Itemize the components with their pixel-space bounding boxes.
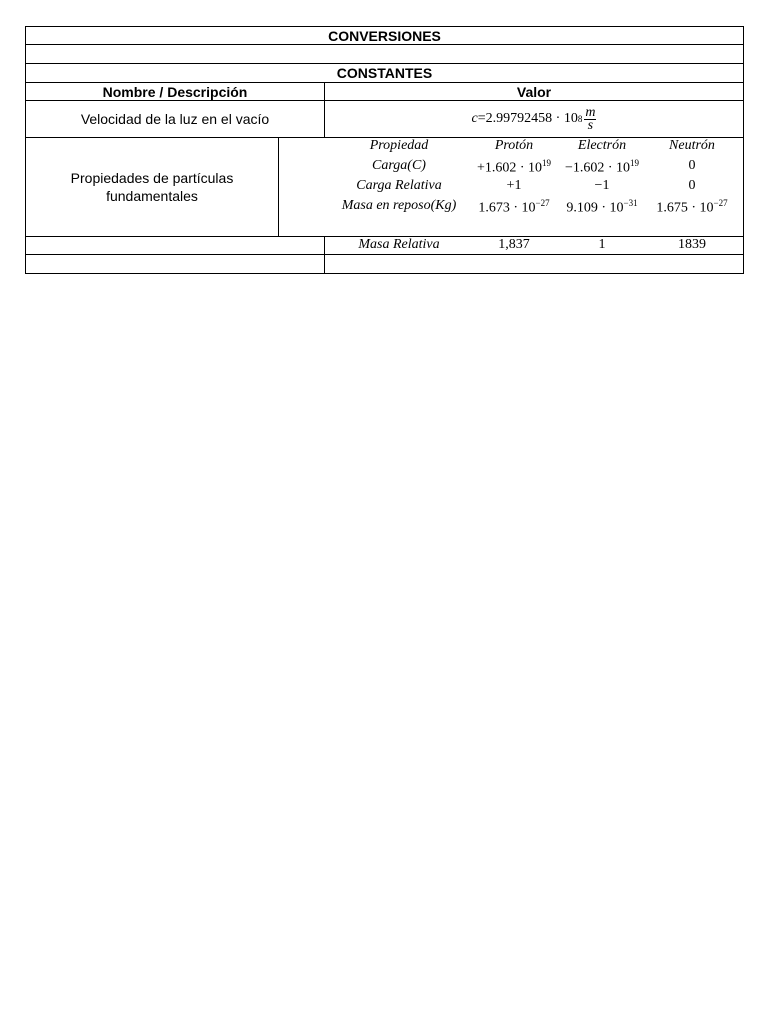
particles-table <box>279 138 743 237</box>
light-value <box>325 101 743 137</box>
ptable-electron: 1 <box>598 237 606 252</box>
masa-relativa-row <box>25 237 744 255</box>
ptable-proton: $+1.602 \cdot 10^{19}$ <box>476 158 552 176</box>
ptable-prop: Masa Relativa <box>358 237 440 252</box>
light-dot: · <box>555 111 561 126</box>
ptable-prop: Masa en reposo(Kg) <box>341 198 457 213</box>
ptable-proton: $1.673 \cdot 10^{-27}$ <box>478 198 550 216</box>
section-row <box>25 64 744 83</box>
empty-row-1 <box>25 45 744 64</box>
sheet-title: CONVERSIONES <box>328 27 441 44</box>
light-equals: = <box>477 111 486 126</box>
ptable-electron: $9.109 \cdot 10^{-31}$ <box>566 198 638 216</box>
light-mantissa: 2.99792458 <box>485 111 553 126</box>
light-unit-num: m <box>585 104 596 120</box>
particles-table-last <box>279 237 743 255</box>
ptable-proton: +1 <box>506 178 522 193</box>
ptable-neutron: 0 <box>688 178 696 193</box>
empty-row-2 <box>25 255 744 274</box>
light-exponent: 8 <box>577 114 583 124</box>
header-value: Valor <box>516 83 552 100</box>
ptable-electron: −1 <box>594 178 610 193</box>
light-unit <box>584 104 596 133</box>
light-symbol: c <box>471 111 478 126</box>
section-title: CONSTANTES <box>336 65 433 81</box>
ptable-prop: Carga Relativa <box>356 178 442 193</box>
light-base: 10 <box>563 111 578 126</box>
ptable-neutron: 0 <box>688 158 696 173</box>
light-label: Velocidad de la luz en el vacío <box>80 111 270 127</box>
light-row <box>25 101 744 138</box>
ptable-header-proton: Protón <box>494 138 534 153</box>
title-row <box>25 26 744 45</box>
ptable-neutron: 1839 <box>678 237 706 252</box>
ptable-header-prop: Propiedad <box>369 138 429 153</box>
header-row <box>25 83 744 101</box>
particles-row <box>25 138 744 237</box>
ptable-electron: $-1.602 \cdot 10^{19}$ <box>564 158 640 176</box>
ptable-neutron: $1.675 \cdot 10^{-27}$ <box>656 198 728 216</box>
ptable-header-neutron: Neutrón <box>669 138 715 153</box>
column-divider <box>324 255 325 273</box>
ptable-proton: 1,837 <box>498 237 530 252</box>
ptable-header-electron: Electrón <box>577 138 627 153</box>
particles-label: Propiedades de partículas fundamentales <box>70 170 234 204</box>
light-unit-den: s <box>587 117 594 133</box>
header-name: Nombre / Descripción <box>102 83 248 100</box>
ptable-prop: Carga(C) <box>372 158 426 173</box>
